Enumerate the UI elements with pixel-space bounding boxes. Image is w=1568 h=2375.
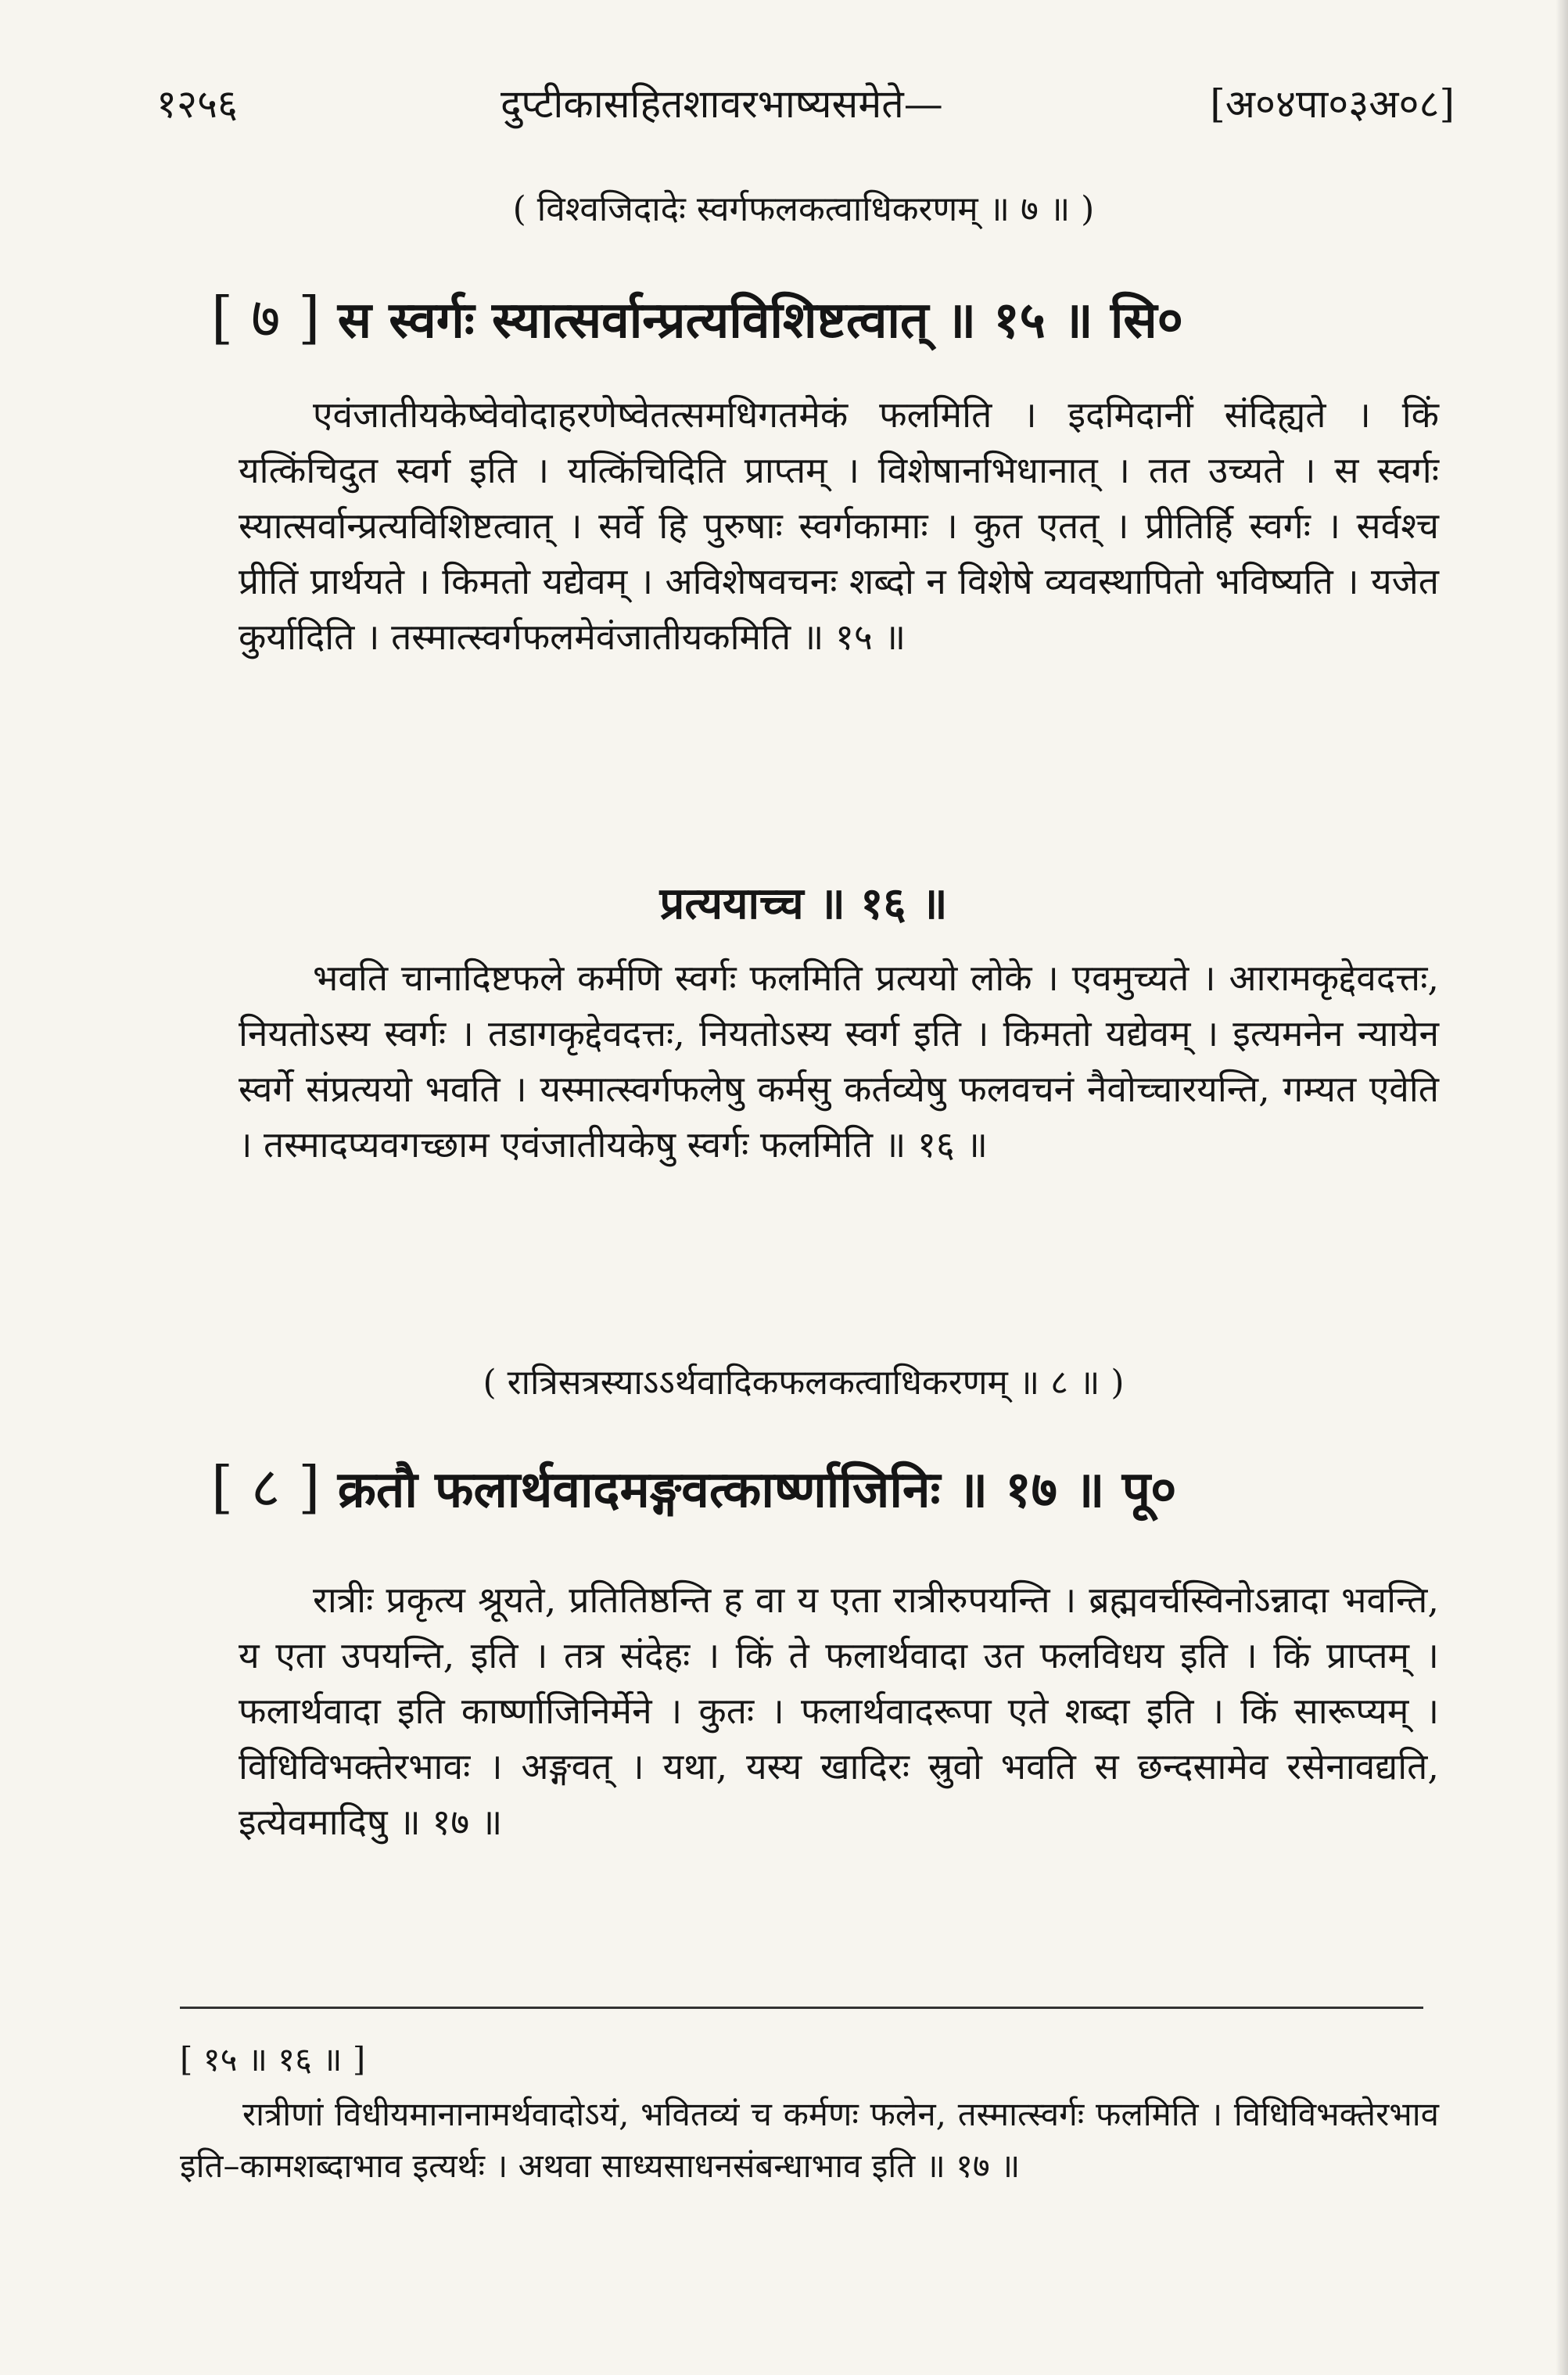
sutra-16: प्रत्ययाच्च ॥ १६ ॥ [659, 878, 948, 929]
page-edge-shadow [1555, 0, 1568, 2375]
commentary-15: एवंजातीयकेष्वेवोदाहरणेष्वेतत्समधिगतमेकं फलमिति । इदमिदानीं संदिह्यते । किं यत्किंचिदुत स्वर्ग इति । यत्किंचिदिति प्राप्तम् । विशेषानभिधानात् । तत उच्यते । स स्वर्गः स्यात्सर्वान्प्रत्यविशिष्टत्वात् । सर्वे हि पुरुषाः स्वर्गकामाः । कुत एतत् । प्रीतिर्हि स्वर्गः । सर्वश्च प्रीतिं प्रार्थयते । किमतो यद्येवम् । अविशेषवचनः शब्दो न विशेषे व्यवस्थापितो भविष्यति । यजेत कुर्यादिति । तस्मात्स्वर्गफलमेवंजातीयकमिति ॥ १५ ॥ [239, 393, 1439, 658]
adhikarana-heading-8: ( रात्रिसत्रस्याऽऽर्थवादिकफलकत्वाधिकरणम् ॥ ८ ॥ ) [483, 1363, 1125, 1403]
sutra-text: क्रतौ फलार्थवादमङ्गवत्कार्ष्णाजिनिः ॥ १७ ॥ पू० [337, 1461, 1177, 1519]
running-title: दुप्टीकासहितशावरभाष्यसमेते— [501, 81, 943, 127]
page-number: १२५६ [156, 81, 238, 127]
commentary-17: रात्रीः प्रकृत्य श्रूयते, प्रतितिष्ठन्ति ह वा य एता रात्रीरुपयन्ति । ब्रह्मवर्चस्विनोऽन्नादा भवन्ति, य एता उपयन्ति, इति । तत्र संदेहः । किं ते फलार्थवादा उत फलविधय इति । किं प्राप्तम् । फलार्थवादा इति कार्ष्णाजिनिर्मेने । कुतः । फलार्थवादरूपा एते शब्दा इति । किं सारूप्यम् । विधिविभक्तेरभावः । अङ्गवत् । यथा, यस्य खादिरः स्रुवो भवति स छन्दसामेव रसेनावद्यति, इत्येवमादिषु ॥ १७ ॥ [239, 1579, 1439, 1843]
sutra-text: स स्वर्गः स्यात्सर्वान्प्रत्यविशिष्टत्वात् ॥ १५ ॥ सि० [337, 291, 1183, 350]
sutra-number-bracket: [ ७ ] [211, 285, 321, 350]
footnote-text: रात्रीणां विधीयमानानामर्थवादोऽयं, भवितव्यं च कर्मणः फलेन, तस्मात्स्वर्गः फलमिति । विधिविभक्तेरभाव इति–कामशब्दाभाव इत्यर्थः । अथवा साध्यसाधनसंबन्धाभाव इति ॥ १७ ॥ [180, 2095, 1439, 2185]
adhikarana-heading-7: ( विश्वजिदादेः स्वर्गफलकत्वाधिकरणम् ॥ ७ ॥ ) [512, 189, 1095, 229]
commentary-16: भवति चानादिष्टफले कर्मणि स्वर्गः फलमिति प्रत्ययो लोके । एवमुच्यते । आरामकृद्देवदत्तः, नियतोऽस्य स्वर्गः । तडागकृद्देवदत्तः, नियतोऽस्य स्वर्ग इति । किमतो यद्येवम् । इत्यमनेन न्यायेन स्वर्गे संप्रत्ययो भवति । यस्मात्स्वर्गफलेषु कर्मसु कर्तव्येषु फलवचनं नैवोच्चारयन्ति, गम्यत एवेति । तस्मादप्यवगच्छाम एवंजातीयकेषु स्वर्गः फलमिति ॥ १६ ॥ [239, 957, 1439, 1166]
sutra-17 [211, 1447, 1447, 1524]
footnote-reference: [ १५ ॥ १६ ॥ ] [180, 2040, 366, 2079]
footnote-divider [180, 2007, 1423, 2009]
section-reference: [अ०४पा०३अ०८] [1210, 81, 1455, 127]
page-header [156, 69, 1455, 139]
sutra-number-bracket: [ ८ ] [211, 1454, 321, 1520]
sutra-15 [211, 278, 1447, 354]
